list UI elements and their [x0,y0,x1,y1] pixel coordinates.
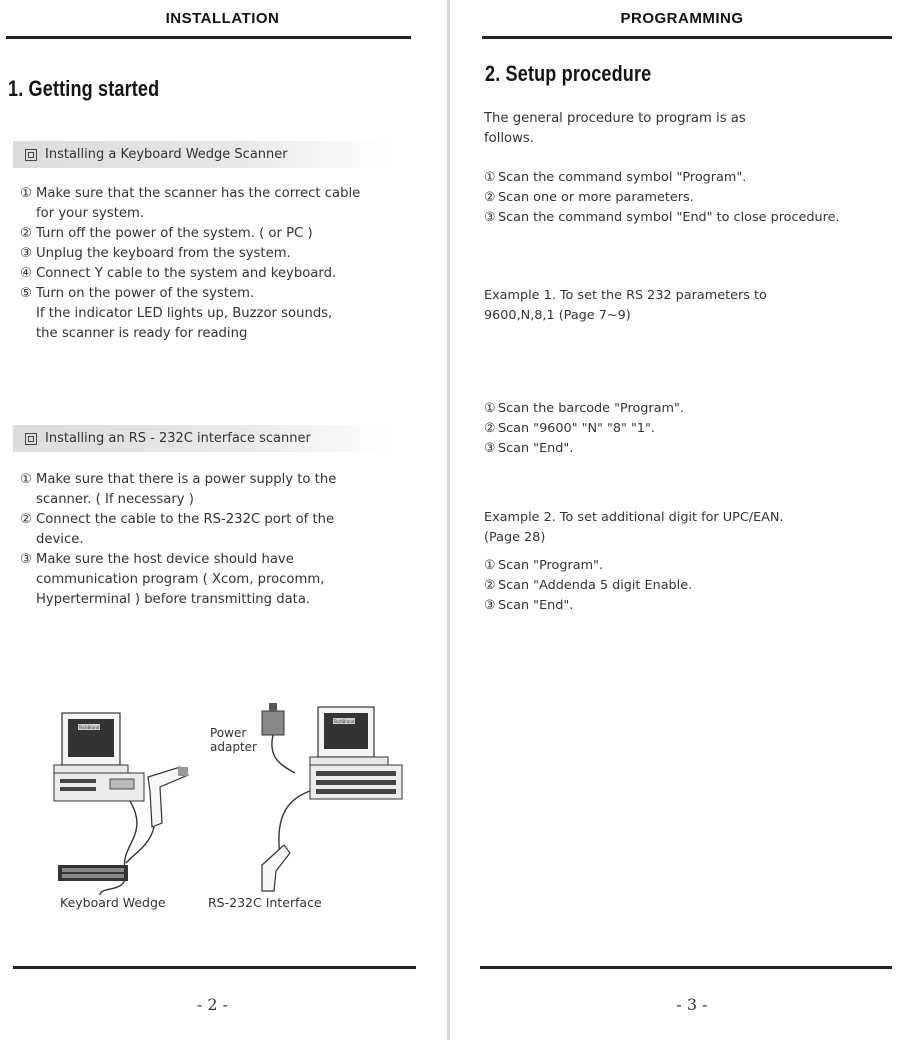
left-page [0,0,445,1040]
list-item: Hyperterminal ) before transmitting data. [36,592,311,607]
section-heading-text: Installing a Keyboard Wedge Scanner [45,147,288,162]
example-1-steps [484,399,884,459]
handheld-scanner-icon [262,845,290,891]
intro-paragraph: The general procedure to program is as follows. [484,111,746,146]
list-item: for your system. [36,206,145,221]
cable-line [272,735,295,773]
page-header: PROGRAMMING [620,10,744,27]
list-item: ③ Scan "End". [484,598,574,613]
example-2-paragraph: Example 2. To set additional digit for UPC/EAN. (Page 28) [484,510,784,545]
page-number: - 3 - [676,995,708,1014]
page-number: - 2 - [196,995,229,1014]
section-box-icon [25,149,37,161]
page-title: 1. Getting started [8,76,160,101]
computer-left-icon [54,713,144,801]
list-item: ① Scan "Program". [484,558,604,573]
power-adapter-label: Power [210,726,247,740]
header-rule [482,36,892,39]
list-item: ① Make sure that there is a power supply to the [20,472,337,487]
section-heading-text: Installing an RS - 232C interface scanner [45,431,311,446]
list-item: communication program ( Xcom, procomm, [36,572,325,587]
example-2-steps [484,556,884,616]
page-header: INSTALLATION [165,10,280,27]
list-item: device. [36,532,84,547]
footer-rule [480,966,892,969]
list-item: ② Scan "9600" "N" "8" "1". [484,421,655,436]
footer-rule [13,966,416,969]
list-item: ① Scan the command symbol "Program". [484,170,747,185]
list-item: ⑤ Turn on the power of the system. [20,286,255,301]
section-box-icon [25,433,37,445]
page-title: 2. Setup procedure [485,61,652,86]
example-1-paragraph: Example 1. To set the RS 232 parameters to 9600,N,8,1 (Page 7~9) [484,288,767,323]
section-heading-keyboard-wedge [13,141,388,168]
general-steps [484,168,909,228]
monitor-logo: TechBrand [333,719,355,724]
list-item: ② Turn off the power of the system. ( or PC ) [20,226,313,241]
figure-caption-rs232c: RS-232C Interface [208,895,322,910]
list-item: If the indicator LED lights up, Buzzor sounds, [36,306,333,321]
barcode-scanner-icon [148,767,188,827]
power-adapter-label: adapter [210,740,257,754]
list-item: ③ Make sure the host device should have [20,552,294,567]
list-item: scanner. ( If necessary ) [36,492,194,507]
monitor-logo: TechBrand [78,725,100,730]
right-page [455,0,909,1040]
list-item: ② Scan "Addenda 5 digit Enable. [484,578,693,593]
keyboard-icon [58,865,128,881]
list-item: ① Make sure that the scanner has the correct cable [20,186,361,201]
list-item: ② Scan one or more parameters. [484,190,694,205]
list-item: ② Connect the cable to the RS-232C port of the [20,512,335,527]
list-item: ④ Connect Y cable to the system and keyboard. [20,266,337,281]
center-gutter [447,0,450,1040]
list-item: ① Scan the barcode "Program". [484,401,684,416]
list-item: ③ Scan "End". [484,441,574,456]
installation-figure [40,695,410,920]
figure-caption-keyboard-wedge: Keyboard Wedge [60,895,166,910]
header-rule [6,36,411,39]
list-item: ③ Scan the command symbol "End" to close procedure. [484,210,840,225]
power-adapter-icon [262,703,284,735]
rs232c-steps [20,470,420,610]
list-item: the scanner is ready for reading [36,326,248,341]
keyboard-wedge-steps [20,184,420,344]
section-heading-rs232c [13,425,388,452]
list-item: ③ Unplug the keyboard from the system. [20,246,291,261]
computer-right-icon [310,707,402,799]
